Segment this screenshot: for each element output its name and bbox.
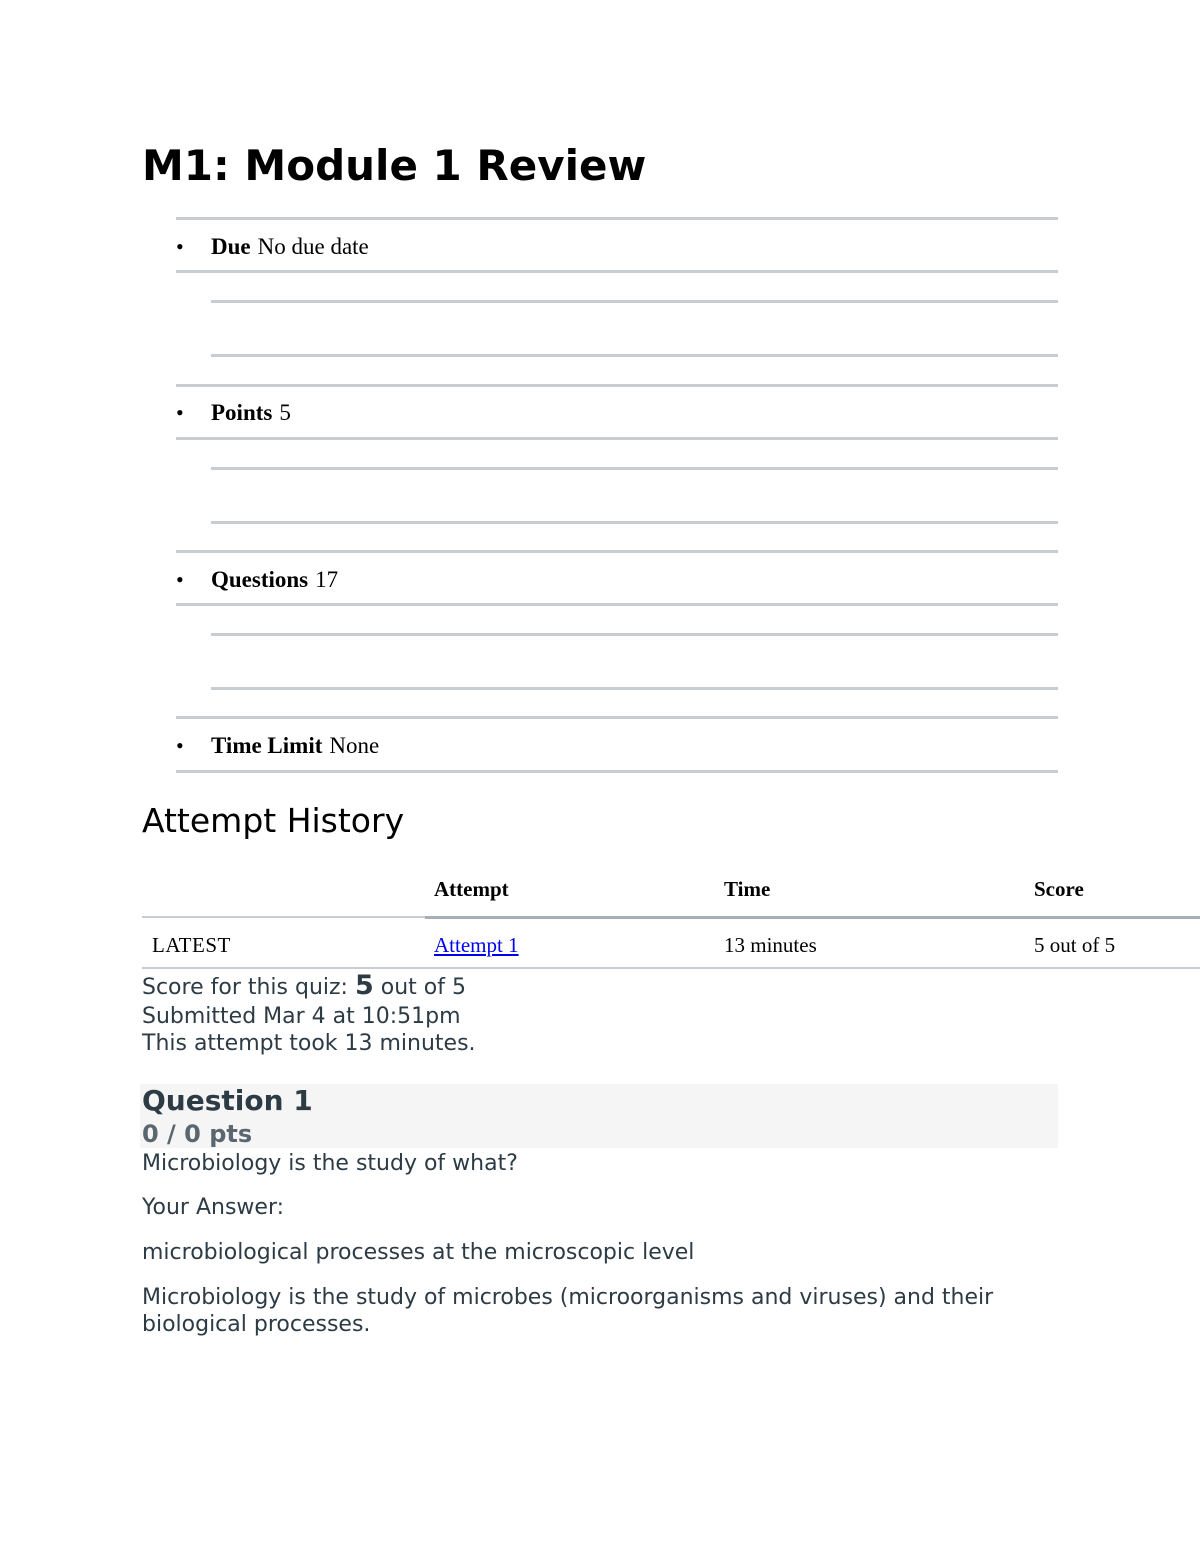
latest-badge: LATEST (152, 933, 231, 957)
detail-item-questions (176, 556, 1058, 604)
bullet-icon: • (176, 400, 184, 425)
divider (176, 603, 1058, 606)
attempt-link[interactable]: Attempt 1 (434, 933, 519, 957)
page-title: M1: Module 1 Review (142, 141, 647, 190)
score-summary (142, 972, 466, 1002)
table-divider (142, 967, 1200, 969)
divider (211, 467, 1058, 470)
divider (211, 300, 1058, 303)
detail-value: 17 (315, 567, 339, 592)
column-header-time: Time (724, 877, 771, 901)
detail-value: None (329, 733, 380, 758)
answer-label: Your Answer: (142, 1195, 285, 1220)
score-label: Score for this quiz: (142, 975, 348, 1000)
answer-text: microbiological processes at the microscopic level (142, 1240, 695, 1265)
score-total: out of 5 (380, 975, 466, 1000)
detail-value: No due date (257, 234, 369, 259)
table-divider (425, 916, 1200, 919)
bullet-icon: • (176, 567, 184, 592)
question-points: 0 / 0 pts (142, 1120, 253, 1148)
attempt-cell (434, 930, 519, 960)
divider (176, 437, 1058, 440)
divider (176, 384, 1058, 387)
column-header-attempt: Attempt (434, 877, 509, 901)
divider (176, 770, 1058, 773)
score-value: 5 (354, 970, 374, 1001)
divider (211, 633, 1058, 636)
question-header (140, 1084, 1058, 1148)
divider (176, 217, 1058, 220)
divider (176, 550, 1058, 553)
bullet-icon: • (176, 733, 184, 758)
divider (176, 716, 1058, 719)
detail-label: Time Limit (211, 733, 323, 758)
submitted-text: Submitted Mar 4 at 10:51pm (142, 1004, 461, 1029)
duration-text: This attempt took 13 minutes. (142, 1031, 476, 1056)
divider (211, 354, 1058, 357)
detail-label: Due (211, 234, 251, 259)
score-cell: 5 out of 5 (1034, 933, 1116, 957)
answer-comment: Microbiology is the study of microbes (microorganisms and viruses) and their biological processes. (142, 1285, 994, 1337)
question-text: Microbiology is the study of what? (142, 1151, 518, 1176)
column-header-score: Score (1034, 877, 1084, 901)
divider (211, 687, 1058, 690)
time-cell: 13 minutes (724, 933, 817, 957)
bullet-icon: • (176, 234, 184, 259)
detail-value: 5 (279, 400, 291, 425)
detail-item-due (176, 223, 1058, 271)
divider (211, 521, 1058, 524)
detail-item-time-limit (176, 722, 1058, 770)
attempt-history-heading: Attempt History (142, 801, 405, 840)
detail-label: Questions (211, 567, 309, 592)
question-title: Question 1 (142, 1084, 313, 1117)
divider (176, 270, 1058, 273)
detail-item-points (176, 389, 1058, 437)
detail-label: Points (211, 400, 273, 425)
table-divider (142, 916, 425, 918)
